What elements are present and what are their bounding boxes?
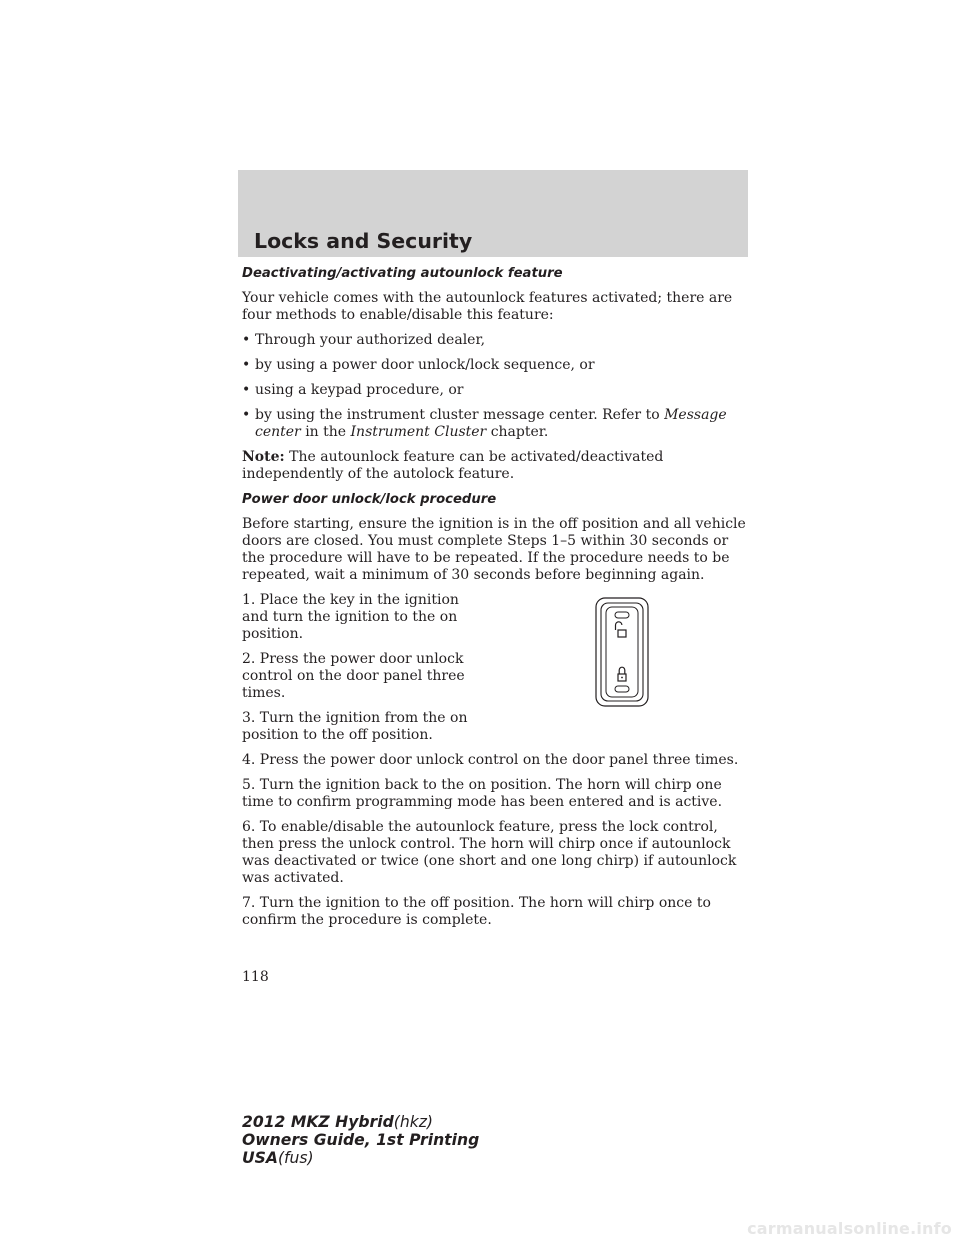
step-2: 2. Press the power door unlock control on the door panel three times. — [242, 651, 465, 701]
step-7: 7. Turn the ignition to the off position. The horn will chirp once to confirm the procedure is complete. — [242, 895, 711, 928]
note-text: The autounlock feature can be activated/deactivated independently of the autolock feature. — [242, 449, 664, 482]
list-item-text: Through your authorized dealer, — [255, 332, 486, 348]
footer-model: 2012 MKZ Hybrid — [242, 1113, 394, 1131]
list-item-text: in the — [300, 424, 351, 440]
footer-line-2 — [242, 1131, 479, 1149]
list-item-text: by using a power door unlock/lock sequence, or — [255, 357, 595, 373]
list-item — [242, 382, 750, 399]
cross-reference-instrument-cluster: Instrument Cluster — [350, 424, 487, 440]
section-title: Locks and Security — [254, 229, 473, 253]
bullet-icon: • — [242, 332, 251, 348]
list-item — [242, 357, 750, 374]
step-4: 4. Press the power door unlock control on the door panel three times. — [242, 752, 739, 768]
bullet-icon: • — [242, 357, 251, 373]
bullet-icon: • — [242, 407, 251, 423]
note-label: Note: — [242, 449, 285, 465]
steps-with-figure — [242, 592, 750, 744]
lock-padlock-icon — [618, 667, 626, 681]
footer-market: USA — [242, 1149, 278, 1167]
subheading-procedure: Power door unlock/lock procedure — [242, 492, 497, 507]
list-item — [242, 407, 750, 441]
unlock-padlock-icon — [616, 622, 627, 637]
cross-reference-message-center: Message center — [255, 407, 727, 440]
list-item-text: chapter. — [486, 424, 549, 440]
list-item-text: by using the instrument cluster message center. Refer to — [255, 407, 665, 423]
list-item — [242, 332, 750, 349]
subheading-autounlock: Deactivating/activating autounlock feature — [242, 266, 563, 281]
footer-market-code: (fus) — [277, 1149, 314, 1167]
page-number: 118 — [242, 969, 269, 985]
procedure-intro: Before starting, ensure the ignition is in the off position and all vehicle doors are closed. You must complete Steps 1–5 within 30 seconds or the procedure will have to be repeated. If the procedure needs to be repeated, wait a minimum of 30 seconds before beginning again. — [242, 516, 746, 583]
step-6: 6. To enable/disable the autounlock feature, press the lock control, then press the unlock control. The horn will chirp once if autounlock was deactivated or twice (one short and one long chirp) if autounlock was activated. — [242, 819, 737, 886]
list-item-text: using a keypad procedure, or — [255, 382, 464, 398]
autounlock-intro: Your vehicle comes with the autounlock features activated; there are four methods to enable/disable this feature: — [242, 290, 733, 323]
step-5: 5. Turn the ignition back to the on position. The horn will chirp one time to confirm programming mode has been entered and is active. — [242, 777, 723, 810]
site-watermark: carmanualsonline.info — [747, 1219, 952, 1238]
bullet-icon: • — [242, 382, 251, 398]
step-1: 1. Place the key in the ignition and turn the ignition to the on position. — [242, 592, 459, 642]
footer-printing: Owners Guide, 1st Printing — [242, 1131, 480, 1149]
section-header-band — [238, 170, 748, 257]
footer-line-3 — [242, 1149, 479, 1167]
methods-list — [242, 332, 750, 441]
page-content — [242, 265, 750, 937]
footer-line-1 — [242, 1113, 479, 1131]
note-paragraph — [242, 449, 750, 483]
step-3: 3. Turn the ignition from the on position to the off position. — [242, 710, 468, 743]
power-door-lock-switch-icon — [595, 597, 649, 707]
footer-model-code: (hkz) — [393, 1113, 434, 1131]
steps-column — [242, 592, 474, 744]
footer-print-info — [242, 1113, 479, 1167]
